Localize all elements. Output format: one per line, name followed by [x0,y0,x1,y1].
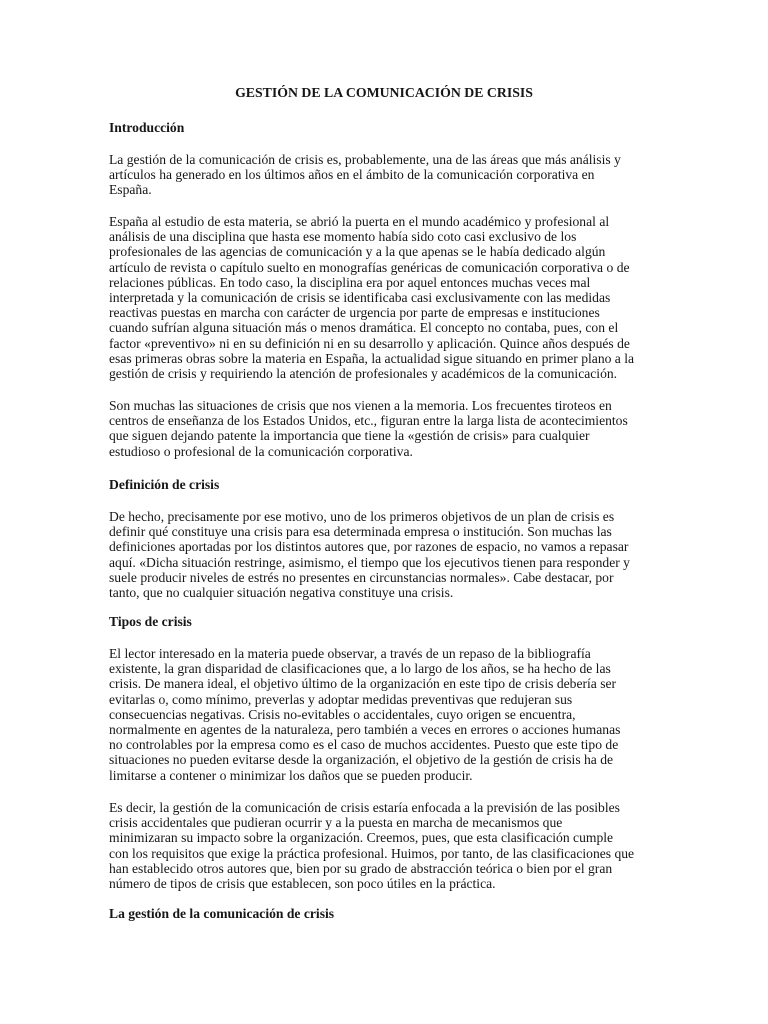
paragraph [109,646,620,783]
text-line: evitarlas o, como mínimo, preverlas y adoptar medidas preventivas que redujeran sus [109,691,573,707]
text-line: crisis accidentales que pudieran ocurrir y a la puesta en marcha de mecanismos que [109,815,563,831]
paragraph [109,152,621,198]
text-line: gestión de crisis y requiriendo la atención de profesionales y académicos de la comunicación. [109,365,618,381]
text-line: suele producir niveles de estrés no presentes en circunstancias normales». Cabe destacar, por [109,569,614,585]
text-line: centros de enseñanza de los Estados Unidos, etc., figuran entre la larga lista de acontecimientos [109,413,628,429]
text-line: artículo de revista o capítulo suelto en monografías genéricas de comunicación corporativa o de [109,259,630,275]
text-line: normalmente en agentes de la naturaleza, pero también a veces en errores o acciones humanas [109,721,621,737]
text-line: definiciones aportadas por los distintos autores que, por razones de espacio, no vamos a repasar [109,539,629,555]
text-line: Son muchas las situaciones de crisis que nos vienen a la memoria. Los frecuentes tiroteos en [109,398,612,413]
text-line: que siguen dejando patente la importancia que tiene la «gestión de crisis» para cualquier [109,428,590,444]
text-line: estudioso o profesional de la comunicación corporativa. [109,443,413,459]
text-line: España. [109,182,152,198]
text-line: profesionales de las agencias de comunicación y a la que apenas se le había dedicado algún [109,244,606,260]
section-heading [109,477,219,492]
text-line: existente, la gran disparidad de clasificaciones que, a lo largo de los años, se ha hecho de las [109,661,611,677]
text-line: cuando sufrían alguna situación más o menos dramática. El concepto no contaba, pues, con el [109,320,619,336]
text-line: crisis. De manera ideal, el objetivo último de la organización en este tipo de crisis debería ser [109,676,617,692]
text-line: reactivas puestas en marcha con carácter de urgencia por parte de empresas e instituciones [109,305,600,321]
text-line: La gestión de la comunicación de crisis [109,906,335,921]
section-heading [109,614,192,629]
text-line: con los requisitos que exige la práctica profesional. Huimos, por tanto, de las clasificaciones que [109,845,635,861]
paragraph [109,800,634,891]
text-line: tanto, que no cualquier situación negativa constituye una crisis. [109,584,454,600]
text-line: España al estudio de esta materia, se abrió la puerta en el mundo académico y profesional al [109,214,610,229]
text-line: situaciones no pueden evitarse desde la organización, el objetivo de la gestión de crisis ha de [109,752,614,768]
text-line: La gestión de la comunicación de crisis es, probablemente, una de las áreas que más análisis y [109,152,621,167]
text-line: han establecido otros autores que, bien por su grado de abstracción teórica o bien por el gran [109,860,613,876]
text-line: De hecho, precisamente por ese motivo, uno de los primeros objetivos de un plan de crisis es [109,509,615,524]
text-line: definir qué constituye una crisis para esa determinada empresa o institución. Son muchas las [109,524,612,540]
text-line: número de tipos de crisis que establecen, son poco útiles en la práctica. [109,875,496,891]
text-line: artículos ha generado en los últimos años en el ámbito de la comunicación corporativa en [109,167,595,183]
text-line: relaciones públicas. En todo caso, la disciplina era por aquel entonces muchas veces mal [109,274,591,290]
text-line: análisis de una disciplina que hasta ese momento había sido coto casi exclusivo de los [109,229,577,245]
text-line: consecuencias negativas. Crisis no-evitables o accidentales, cuyo origen se encuentra, [109,706,576,722]
text-line: factor «preventivo» ni en su definición ni en su desarrollo y aplicación. Quince años después de [109,335,630,351]
document-title: GESTIÓN DE LA COMUNICACIÓN DE CRISIS [235,85,533,100]
text-line: limitarse a contener o minimizar los daños que se pueden producir. [109,767,473,783]
text-line: esas primeras obras sobre la materia en España, la actualidad sigue situando en primer plano a la [109,350,635,366]
text-line: aquí. «Dicha situación restringe, asimismo, el tiempo que los ejecutivos tienen para responder y [109,554,630,570]
section-heading [109,906,334,921]
section-heading [109,120,184,135]
paragraph [109,214,634,381]
text-line: Es decir, la gestión de la comunicación de crisis estaría enfocada a la previsión de las posibles [109,800,620,815]
paragraph [109,509,630,600]
text-line: Introducción [109,120,185,135]
text-line: Definición de crisis [109,477,220,492]
text-line: El lector interesado en la materia puede observar, a través de un repaso de la bibliografía [109,646,591,661]
text-line: Tipos de crisis [109,614,192,629]
text-line: minimizaran su impacto sobre la organización. Creemos, pues, que esta clasificación cumple [109,830,614,846]
text-line: no controlables por la empresa como es el caso de muchos accidentes. Puesto que este tipo de [109,737,619,753]
paragraph [109,398,628,459]
text-line: interpretada y la comunicación de crisis se identificaba casi exclusivamente con las medidas [109,289,611,305]
